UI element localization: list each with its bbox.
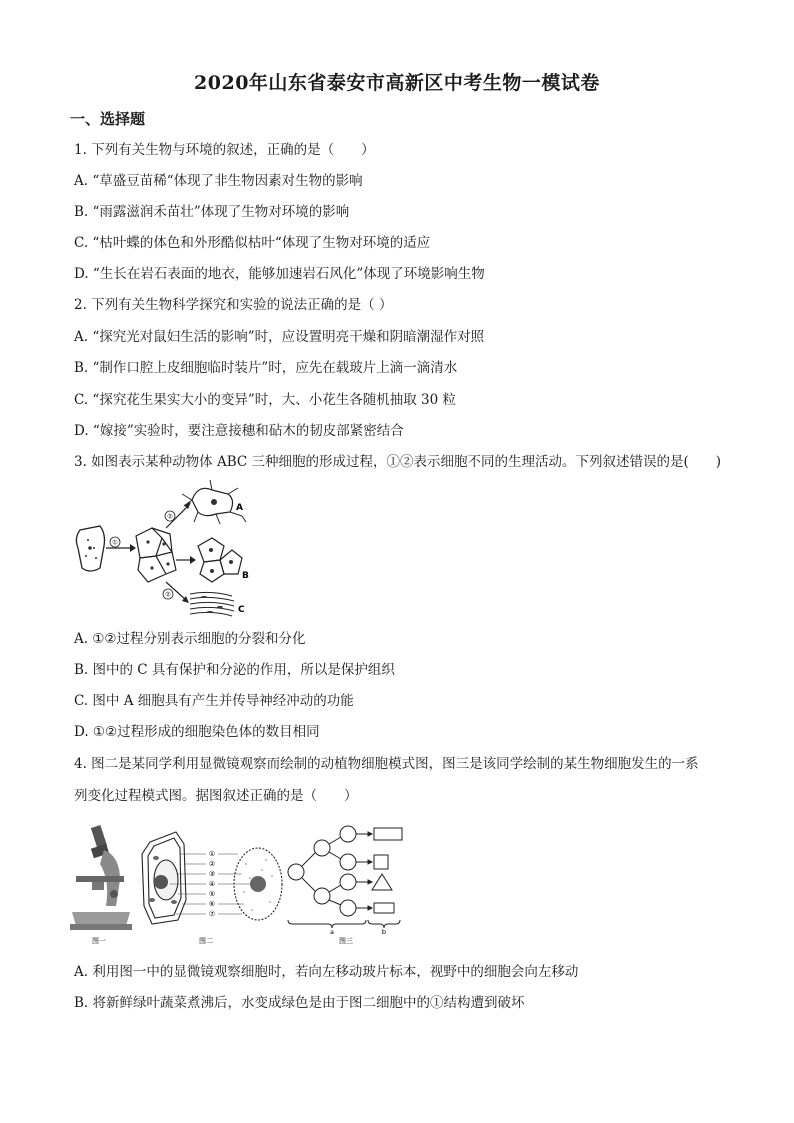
cell-label-2: ②: [208, 860, 216, 868]
question-1-option-b: B. “雨露滋润禾苗壮”体现了生物对环境的影响: [74, 204, 350, 220]
question-2-option-a: A. “探究光对鼠妇生活的影响”时，应设置明亮干燥和阴暗潮湿作对照: [74, 329, 485, 345]
cell-label-1: ①: [208, 850, 216, 858]
question-4-option-b: B. 将新鲜绿叶蔬菜煮沸后，水变成绿色是由于图二细胞中的①结构遭到破坏: [74, 995, 525, 1011]
question-1-stem: 1. 下列有关生物与环境的叙述，正确的是（ ）: [74, 142, 375, 158]
page-title: 2020年山东省泰安市高新区中考生物一模试卷: [194, 72, 600, 94]
question-2-stem: 2. 下列有关生物科学探究和实验的说法正确的是（ ）: [74, 297, 393, 313]
cells-b: [198, 538, 242, 582]
cell-formation-figure: [70, 478, 255, 620]
figure-label-1: ①: [112, 538, 118, 547]
plant-nucleus: [154, 875, 168, 889]
figure-3-label-b: b: [381, 928, 387, 936]
cell-label-4: ④: [208, 880, 216, 888]
figure-label-2a: ②: [167, 512, 173, 521]
question-2-option-b: B. “制作口腔上皮细胞临时装片”时，应先在载玻片上滴一滴清水: [74, 360, 458, 376]
question-4-stem-line1: 4. 图二是某同学利用显微镜观察而绘制的动植物细胞模式图，图三是该同学绘制的某生物细胞发生的一系: [74, 756, 699, 772]
question-3-stem: 3. 如图表示某种动物体 ABC 三种细胞的形成过程，①②表示细胞不同的生理活动。下列叙述错误的是( ): [74, 454, 722, 470]
question-3-option-c: C. 图中 A 细胞具有产生并传导神经冲动的功能: [74, 693, 354, 709]
question-4-option-a: A. 利用图一中的显微镜观察细胞时，若向左移动玻片标本，视野中的细胞会向左移动: [74, 964, 579, 980]
figure-2-caption: 图二: [199, 937, 213, 945]
question-3-option-d: D. ①②过程形成的细胞染色体的数目相同: [74, 724, 320, 740]
question-4-stem-line2: 列变化过程模式图。据图叙述正确的是（ ）: [74, 788, 358, 804]
figure-3-caption: 图三: [339, 937, 353, 945]
question-2-option-c: C. “探究花生果实大小的变异”时，大、小花生各随机抽取 30 粒: [74, 392, 456, 408]
microscope-icon: [70, 825, 132, 930]
figure-3-label-a: a: [330, 928, 334, 936]
cell-process-diagram: [288, 826, 402, 928]
section-heading: 一、选择题: [70, 110, 146, 128]
cell-label-3: ③: [208, 870, 216, 878]
figure-1-caption: 图一: [92, 937, 106, 945]
cell-label-7: ⑦: [208, 910, 216, 918]
microscope-cells-figure: [66, 820, 416, 950]
figure-label-2b: ②: [165, 590, 171, 599]
question-1-option-c: C. “枯叶蝶的体色和外形酷似枯叶“体现了生物对环境的适应: [74, 235, 431, 251]
cell-label-5: ⑤: [208, 890, 216, 898]
question-1-option-d: D. “生长在岩石表面的地衣，能够加速岩石风化”体现了环境影响生物: [74, 266, 485, 282]
question-3-option-a: A. ①②过程分别表示细胞的分裂和分化: [74, 631, 306, 647]
question-1-option-a: A. “草盛豆苗稀“体现了非生物因素对生物的影响: [74, 173, 363, 189]
figure-label-c: C: [238, 605, 245, 615]
question-3-option-b: B. 图中的 C 具有保护和分泌的作用，所以是保护组织: [74, 662, 395, 678]
figure-label-a: A: [236, 503, 243, 513]
question-2-option-d: D. “嫁接”实验时，要注意接穗和砧木的韧皮部紧密结合: [74, 423, 404, 439]
cell-label-6: ⑥: [208, 900, 216, 908]
figure-label-b: B: [242, 571, 249, 581]
